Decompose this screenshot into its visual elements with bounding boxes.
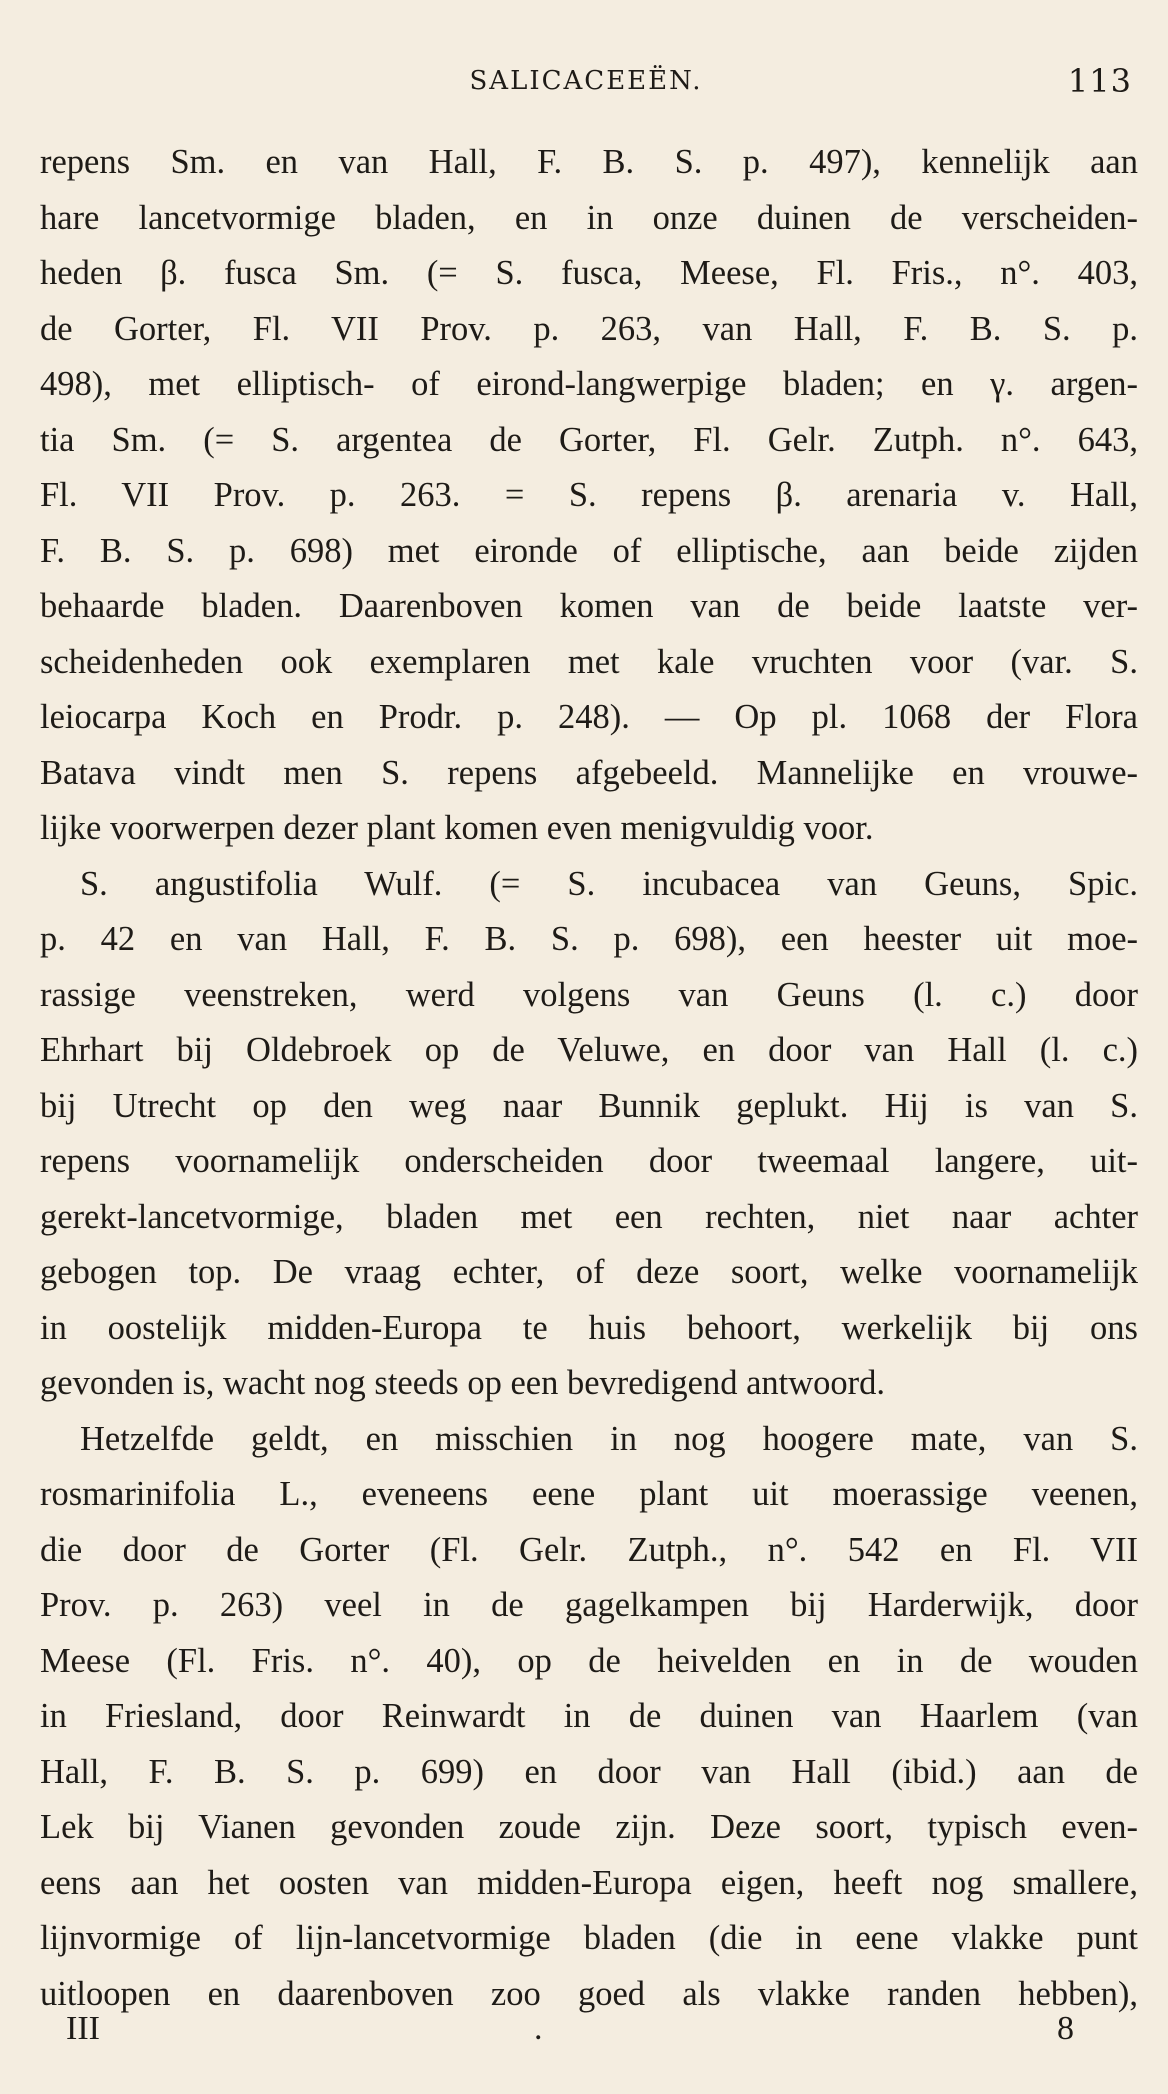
text-line: p. 42 en van Hall, F. B. S. p. 698), een heester uit moe- [40,920,1138,958]
footer-dot: . [534,2010,543,2047]
text-line: Lek bij Vianen gevonden zoude zijn. Deze soort, typisch even- [40,1808,1138,1846]
text-line: hare lancetvormige bladen, en in onze duinen de verscheiden- [40,198,1138,237]
text-line: S. angustifolia Wulf. (= S. incubacea van Geuns, Spic. [80,864,1138,903]
text-line: repens Sm. en van Hall, F. B. S. p. 497), kennelijk aan [40,143,1138,181]
signature-mark: III [66,2010,100,2047]
text-line: eens aan het oosten van midden-Europa eigen, heeft nog smallere, [40,1863,1138,1902]
text-line: lijke voorwerpen dezer plant komen even menigvuldig voor. [40,809,874,847]
text-line: die door de Gorter (Fl. Gelr. Zutph., n°. 542 en Fl. VII [40,1530,1138,1569]
text-line: 498), met elliptisch- of eirond-langwerpige bladen; en γ. argen- [40,365,1138,403]
text-line: lijnvormige of lijn-lancetvormige bladen (die in eene vlakke punt [40,1919,1138,1957]
text-line: gerekt-lancetvormige, bladen met een rechten, niet naar achter [40,1197,1138,1236]
text-line: Prov. p. 263) veel in de gagelkampen bij Harderwijk, door [40,1586,1138,1624]
text-line: leiocarpa Koch en Prodr. p. 248). — Op pl. 1068 der Flora [40,698,1138,736]
text-line: rassige veenstreken, werd volgens van Geuns (l. c.) door [40,975,1138,1014]
text-line: F. B. S. p. 698) met eironde of elliptische, aan beide zijden [40,531,1138,570]
body-text [40,135,1138,2022]
text-line: in Friesland, door Reinwardt in de duinen van Haarlem (van [40,1697,1138,1735]
text-line: behaarde bladen. Daarenboven komen van de beide laatste ver- [40,587,1138,625]
text-line: tia Sm. (= S. argentea de Gorter, Fl. Gelr. Zutph. n°. 643, [40,420,1138,459]
text-line: Batava vindt men S. repens afgebeeld. Mannelijke en vrouwe- [40,753,1138,792]
text-line: Fl. VII Prov. p. 263. = S. repens β. arenaria v. Hall, [40,476,1138,514]
text-line: uitloopen en daarenboven zoo goed als vlakke randen hebben), [40,1974,1138,2013]
text-line: Hall, F. B. S. p. 699) en door van Hall (ibid.) aan de [40,1752,1138,1791]
text-line: gebogen top. De vraag echter, of deze soort, welke voornamelijk [40,1253,1138,1291]
text-line: heden β. fusca Sm. (= S. fusca, Meese, Fl. Fris., n°. 403, [40,254,1138,292]
text-line: Ehrhart bij Oldebroek op de Veluwe, en door van Hall (l. c.) [40,1031,1138,1069]
text-line: repens voornamelijk onderscheiden door tweemaal langere, uit- [40,1142,1138,1180]
sheet-number: 8 [1057,2010,1074,2047]
page-footer [66,2010,1128,2055]
page-number: 113 [1067,62,1132,100]
text-line: bij Utrecht op den weg naar Bunnik geplukt. Hij is van S. [40,1086,1138,1125]
text-line: de Gorter, Fl. VII Prov. p. 263, van Hall, F. B. S. p. [40,309,1138,348]
running-title: SALICACEEËN. [469,66,703,96]
text-line: gevonden is, wacht nog steeds op een bevredigend antwoord. [40,1364,886,1402]
text-line: Meese (Fl. Fris. n°. 40), op de heivelden en in de wouden [40,1641,1138,1680]
text-line: scheidenheden ook exemplaren met kale vruchten voor (var. S. [40,642,1138,681]
page-header [40,62,1132,102]
text-line: rosmarinifolia L., eveneens eene plant uit moerassige veenen, [40,1475,1138,1513]
text-line: Hetzelfde geldt, en misschien in nog hoogere mate, van S. [80,1419,1138,1458]
text-line: in oostelijk midden-Europa te huis behoort, werkelijk bij ons [40,1308,1138,1347]
